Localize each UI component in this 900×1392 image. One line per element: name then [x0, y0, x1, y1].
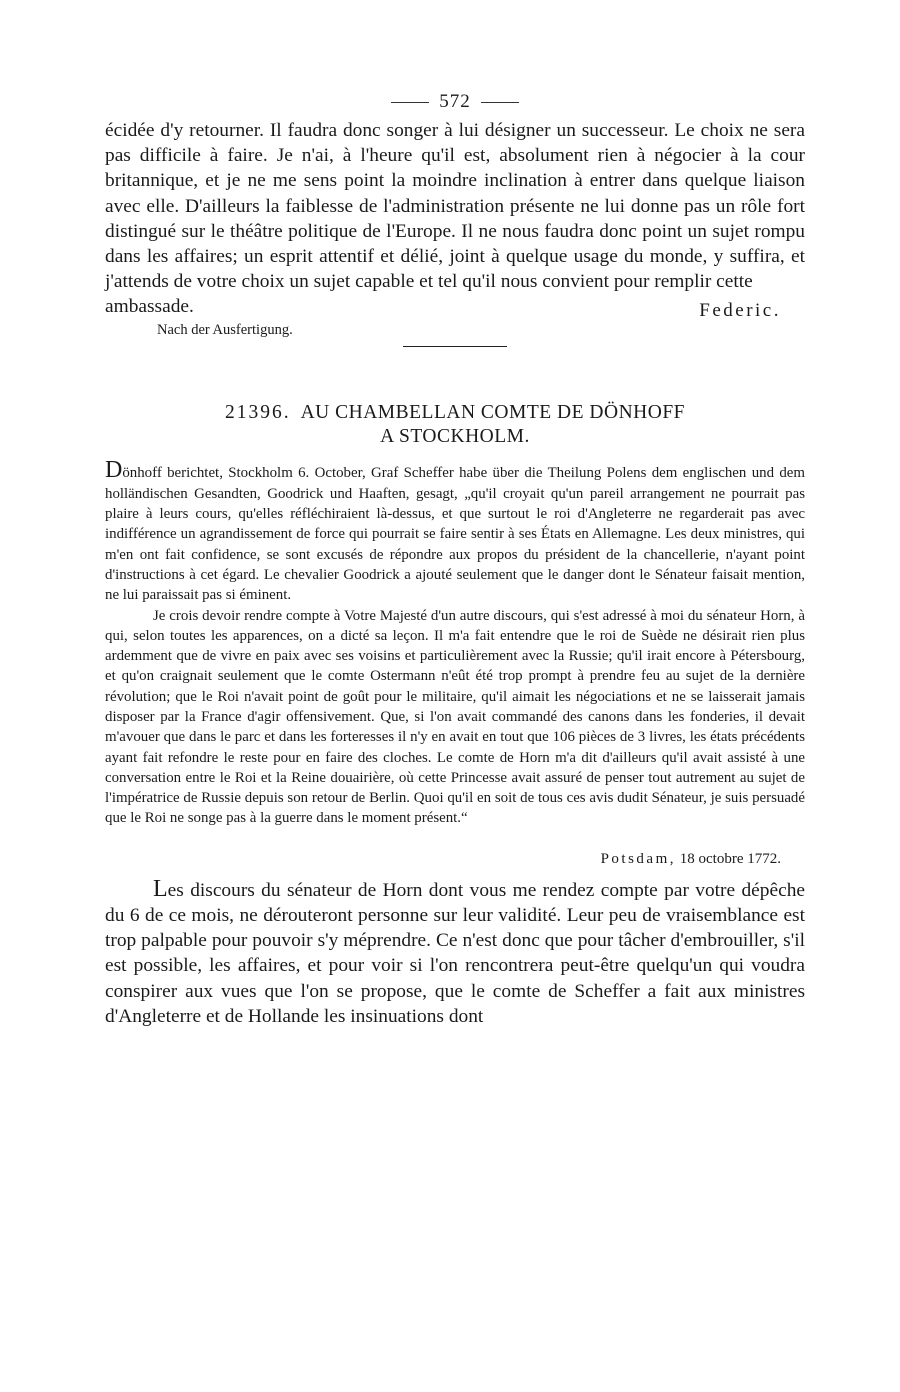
signature-line: [105, 294, 805, 340]
summary-initial: D: [105, 457, 123, 484]
summary-paragraph-1-text: önhoff berichtet, Stockholm 6. October, Graf Scheffer habe über die Theilung Polens dem englischen und dem holländischen Gesandten, Goodrick und Haaften, gesagt, „qu'il croyait qu'un pareil arrangement ne pourrait pas plaire à leurs cours, qu'elles réfléchiraient là-dessus, et que surtout le roi d'Angleterre ne regarderait pas avec indifférence un agrandissement de force qui pourrait se faire sentir à ses États en Allemagne. Les deux ministres, qui m'en ont fait confidence, se sont excusés de répondre aux propos du président de la chancellerie, n'ayant point d'instructions à cet égard. Le chevalier Goodrick a ajouté seulement que le danger dont le Sénateur faisait mention, ne lui paraissait pas si éminent.: [105, 465, 805, 604]
letter-body-text: es discours du sénateur de Horn dont vous me rendez compte par votre dépêche du 6 de ce mois, ne dérouteront personne sur leur validité. Leur peu de vraisemblance est trop palpable pour pouvoir s'y méprendre. Ce n'est donc que pour tâcher d'embrouiller, s'il est possible, les affaires, et pour voir si l'on rencontrera peut-être quelqu'un qui voudra conspirer aux vues que l'on se propose, que le comte de Scheffer a fait aux ministres d'Angleterre et de Hollande les insinuations dont: [105, 879, 805, 1027]
letter-title: AU CHAMBELLAN COMTE DE DÖNHOFF: [300, 402, 686, 424]
letter-number: 21396.: [224, 402, 291, 424]
letter-heading: [105, 401, 805, 449]
letter-body-initial: L: [153, 875, 168, 902]
dateline-place: Potsdam,: [600, 850, 677, 867]
top-paragraph-end: ambassade.: [105, 296, 194, 318]
summary-paragraph-2: Je crois devoir rendre compte à Votre Majesté d'un autre discours, qui s'est adressé à moi du sénateur Horn, à qui, selon toutes les apparences, on a dicté sa leçon. Il m'a fait entendre que le roi de Suède ne désirait rien plus ardemment que de vivre en paix avec ses voisins et particulièrement avec la Russie; qu'il irait encore à Pétersbourg, et qu'on craignait seulement que le comte Ostermann n'eût été trop prompt à prendre feu au sujet de la dernière révolution; que le Roi n'avait point de goût pour le militaire, qu'il aimait les négociations et ne se laisserait jamais disposer par la France d'agir offensivement. Que, si l'on avait commandé des canons dans les fonderies, il devait m'avouer que dans le parc et dans les forteresses il n'y en avait en tout que 106 pièces de 3 livres, les états précédents ayant fait refondre le reste pour en faire des cloches. Le comte de Horn m'a dit d'ailleurs qu'il avait assisté à une conversation entre le Roi et la Reine douairière, où cette Princesse avait assuré de penser tout autrement au sujet de l'impératrice de Russie depuis son retour de Berlin. Quoi qu'il en soit de tous ces avis dudit Sénateur, je suis persuadé que le Roi ne songe pas à la guerre dans le moment présent.“: [105, 607, 805, 827]
document-page: [105, 86, 805, 1029]
summary-paragraph-1: [105, 457, 805, 605]
page-number-dash-right: [481, 102, 519, 103]
dateline: [105, 847, 805, 871]
top-paragraph: écidée d'y retourner. Il faudra donc songer à lui désigner un successeur. Le choix ne sera pas difficile à faire. Je n'ai, à l'heure qu'il est, absolument rien à négocier à la cour britannique, et je ne me sens point la moindre inclination à entrer dans quelque liaison avec elle. D'ailleurs la faiblesse de l'administration présente ne lui donne pas un rôle fort distingué sur le théâtre politique de l'Europe. Il ne nous faudra donc point un sujet rompu dans les affaires; un esprit attentif et délié, joint à quelque usage du monde, y suffira, et j'attends de votre choix un sujet capable et tel qu'il nous convient pour remplir cette: [105, 120, 805, 293]
page-number: 572: [439, 91, 471, 112]
report-summary: [105, 457, 805, 828]
dateline-date: 18 octobre 1772.: [679, 850, 781, 867]
source-note: Nach der Ausfertigung.: [157, 322, 293, 339]
page-number-line: [105, 86, 805, 118]
letter-title-line2: A STOCKHOLM.: [380, 426, 530, 448]
section-divider: [403, 346, 507, 347]
letter-heading-line1: [105, 401, 805, 425]
top-paragraph-block: [105, 118, 805, 294]
letter-body-paragraph: [105, 877, 805, 1029]
page-number-dash-left: [391, 102, 429, 103]
letter-body: [105, 877, 805, 1029]
signature: Federic.: [699, 300, 781, 322]
